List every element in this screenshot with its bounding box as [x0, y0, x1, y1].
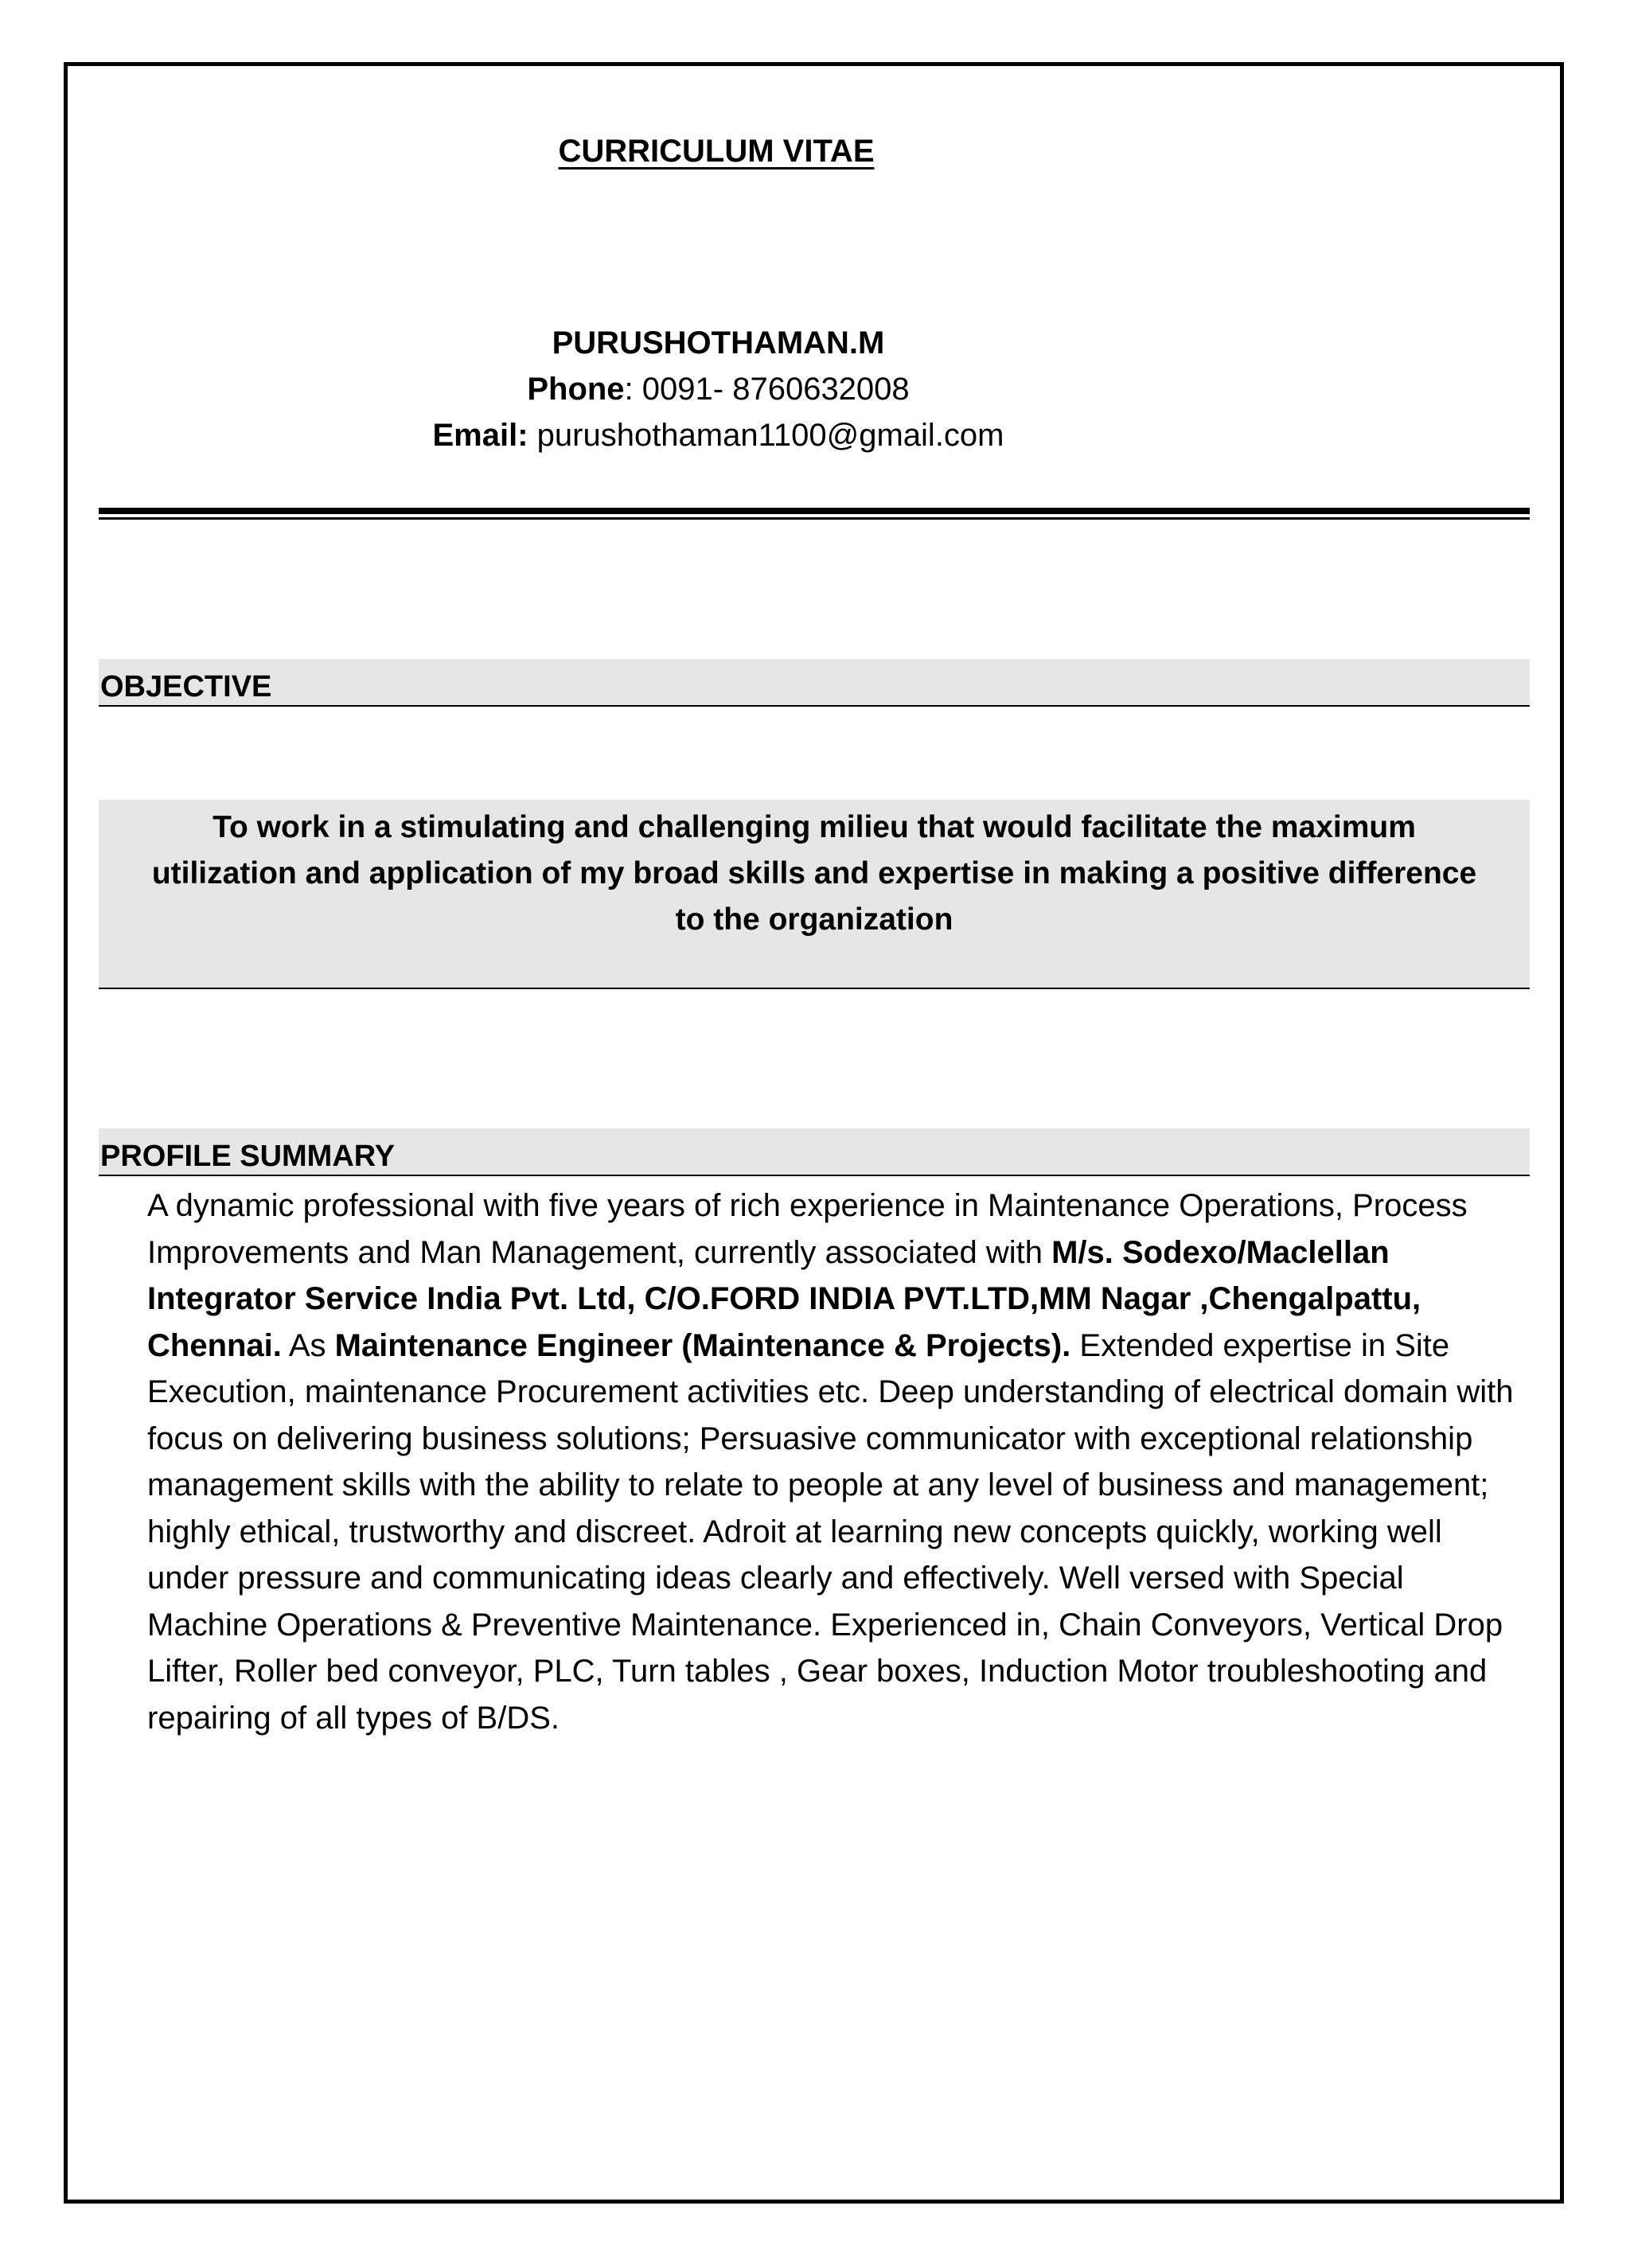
email-line: [0, 412, 1437, 458]
summary-text: As: [281, 1327, 335, 1363]
contact-header: [0, 320, 1437, 458]
objective-line: utilization and application of my broad skills and expertise in making a positive difference: [151, 856, 1477, 890]
summary-text: Extended expertise in Site Execution, maintenance Procurement activities etc. Deep understanding of electrical domain with focus on delivering business solutions; Persuasive communicator with exceptional relationship management skills with the ability to relate to people at any level of business and management; highly ethical, trustworthy and discreet. Adroit at learning new concepts quickly, working well under pressure and communicating ideas clearly and effectively. Well versed with Special Machine Operations & Preventive Maintenance. Experienced in, Chain Conveyors, Vertical Drop Lifter, Roller bed conveyor, PLC, Turn tables , Gear boxes, Induction Motor troubleshooting and repairing of all types of B/DS.: [147, 1327, 1514, 1736]
phone-line: [0, 366, 1437, 412]
candidate-name: PURUSHOTHAMAN.M: [552, 325, 885, 360]
objective-heading: OBJECTIVE: [99, 659, 1530, 707]
summary-text: A dynamic professional with five years of rich experience in Maintenance Operations, Process Improvements and Man Management, currently associated with: [147, 1188, 1468, 1270]
email-label: Email:: [432, 418, 528, 453]
phone-value: : 0091- 8760632008: [624, 372, 910, 407]
objective-statement: [99, 800, 1530, 989]
email-value: purushothaman1100@gmail.com: [528, 418, 1004, 453]
objective-line: to the organization: [675, 902, 953, 937]
profile-summary-heading: PROFILE SUMMARY: [99, 1128, 1530, 1176]
summary-employer: M/s. Sodexo/Maclellan Integrator Service India Pvt. Ltd, C/O.FORD INDIA PVT.LTD,MM Nagar ,Chengalpattu, Chennai.: [147, 1234, 1421, 1363]
header-divider-thick: [99, 508, 1530, 514]
header-divider-thin: [99, 517, 1530, 520]
objective-line: To work in a stimulating and challenging milieu that would facilitate the maximum: [213, 810, 1416, 844]
profile-summary-text: [147, 1183, 1532, 1741]
document-title: CURRICULUM VITAE: [558, 134, 875, 169]
phone-label: Phone: [527, 372, 625, 407]
summary-role: Maintenance Engineer (Maintenance & Projects).: [334, 1327, 1071, 1363]
